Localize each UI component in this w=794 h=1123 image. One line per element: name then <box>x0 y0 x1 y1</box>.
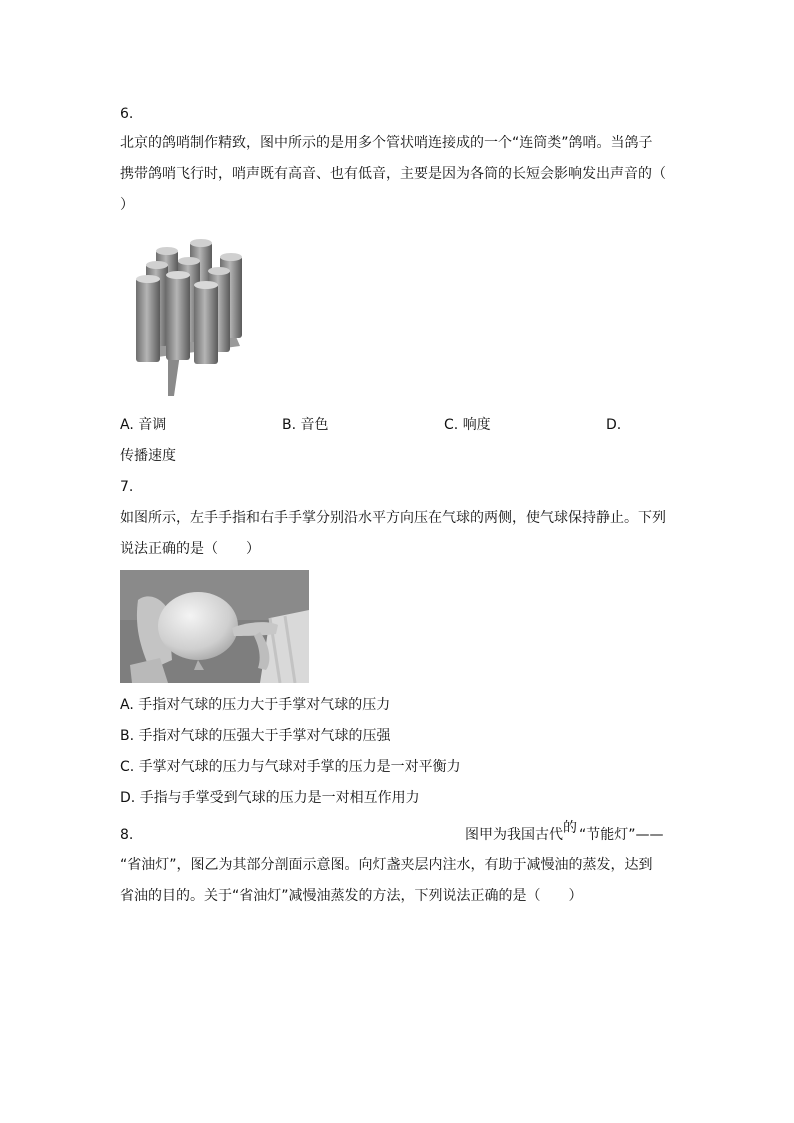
q6-number: 6. <box>120 106 134 122</box>
q7-number: 7. <box>120 479 134 495</box>
q7-option-d[interactable]: D. 手指与手掌受到气球的压力是一对相互作用力 <box>120 790 420 806</box>
balloon-photo <box>120 570 309 683</box>
q8-text-part2: 的 <box>563 820 577 836</box>
q8-text-line2: “省油灯”，图乙为其部分剖面示意图。向灯盏夹层内注水，有助于减慢油的蒸发，达到 <box>120 857 653 873</box>
q6-option-a[interactable]: A. 音调 <box>120 417 167 433</box>
q6-option-c[interactable]: C. 响度 <box>444 417 491 433</box>
q8-text-part3: “节能灯”—— <box>579 827 664 843</box>
q8-number: 8. <box>120 827 134 843</box>
q6-option-d-text[interactable]: 传播速度 <box>120 448 176 464</box>
pigeon-whistle-image <box>132 236 244 398</box>
q7-option-b[interactable]: B. 手指对气球的压强大于手掌对气球的压强 <box>120 728 391 744</box>
q8-text-line3: 省油的目的。关于“省油灯”减慢油蒸发的方法，下列说法正确的是（ ） <box>120 888 583 904</box>
q6-option-b[interactable]: B. 音色 <box>282 417 329 433</box>
q7-option-c[interactable]: C. 手掌对气球的压力与气球对手掌的压力是一对平衡力 <box>120 759 461 775</box>
q8-text-part1: 图甲为我国古代 <box>465 827 563 843</box>
q7-text-line1: 如图所示，左手手指和右手手掌分别沿水平方向压在气球的两侧，使气球保持静止。下列 <box>120 510 666 526</box>
q7-text-line2: 说法正确的是（ ） <box>120 541 260 557</box>
q6-option-d-label[interactable]: D. <box>606 417 622 433</box>
q6-text-line3: ） <box>120 197 134 213</box>
q7-option-a[interactable]: A. 手指对气球的压力大于手掌对气球的压力 <box>120 697 391 713</box>
q6-text-line1: 北京的鸽哨制作精致，图中所示的是用多个管状哨连接成的一个“连筒类”鸽哨。当鸽子 <box>120 135 653 151</box>
q6-text-line2: 携带鸽哨飞行时，哨声既有高音、也有低音，主要是因为各筒的长短会影响发出声音的（ <box>120 166 666 182</box>
